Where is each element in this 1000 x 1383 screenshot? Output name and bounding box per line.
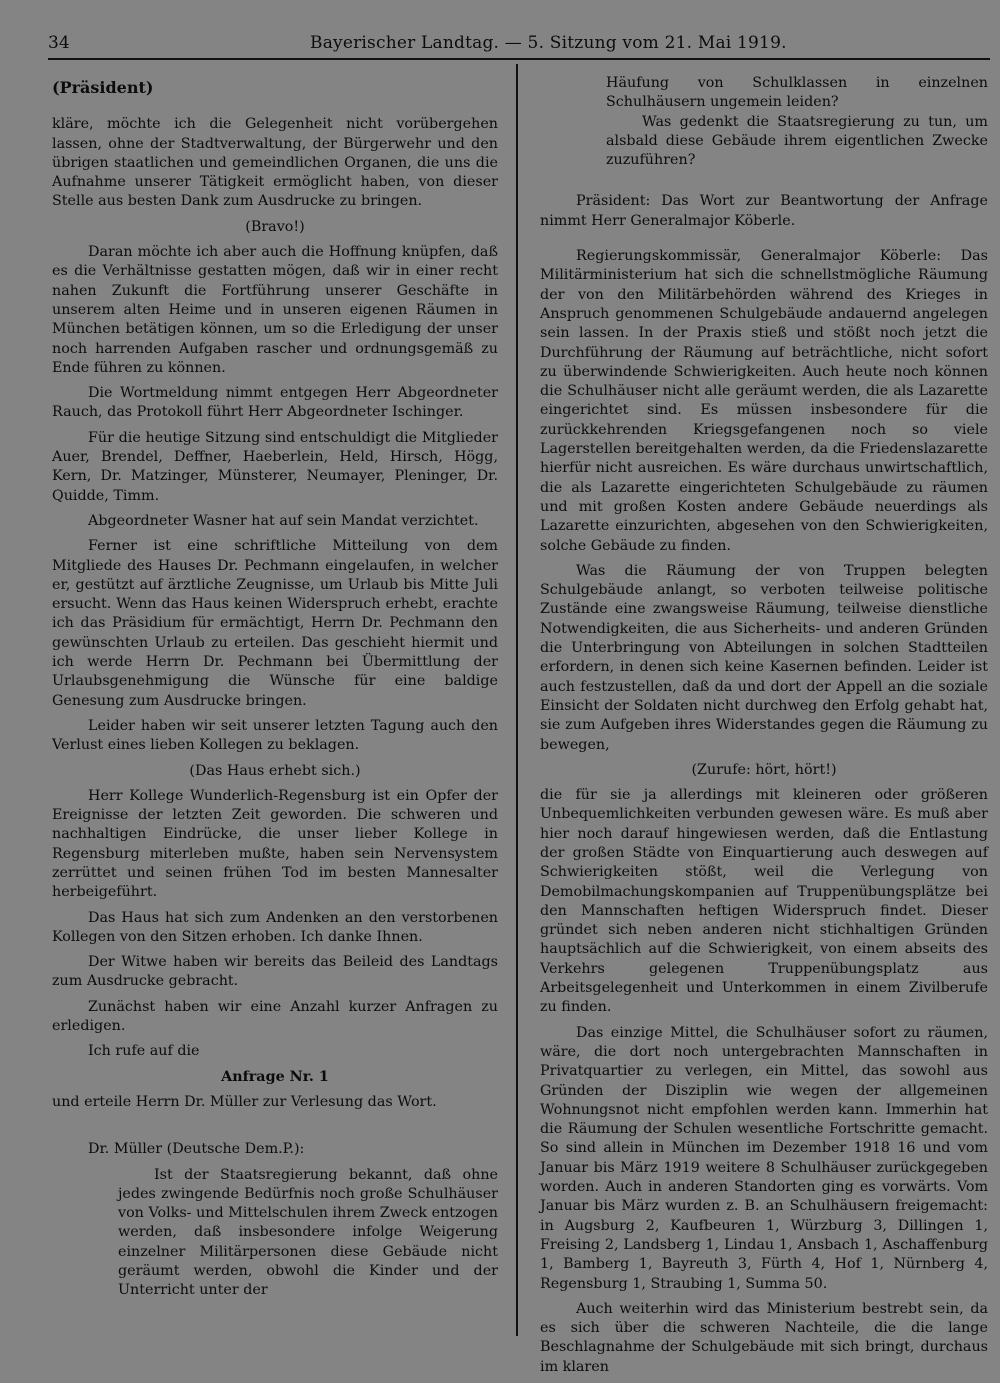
page-header bbox=[48, 32, 988, 54]
paragraph: Ich rufe auf die bbox=[88, 1043, 200, 1060]
paragraph: Die Wortmeldung nimmt entgegen Herr Abgeordneter Rauch, das Protokoll führt Herr Abgeordneter Ischinger. bbox=[52, 385, 498, 421]
paragraph: Das Haus hat sich zum Andenken an den verstorbenen Kollegen von den Sitzen erhoben. Ich danke Ihnen. bbox=[52, 909, 498, 945]
paragraph: Herr Kollege Wunderlich-Regensburg ist ein Opfer der Ereignisse der letzten Zeit geworden. Die schweren und nachhaltigen Eindrücke, die unser lieber Kollege in Regensburg miterleben mußte, haben sein Nervensystem zerrüttet und seinen frühen Tod im besten Mannesalter herbeigeführt. bbox=[52, 787, 498, 901]
anfrage-heading: Anfrage Nr. 1 bbox=[221, 1068, 329, 1085]
paragraph: Der Witwe haben wir bereits das Beileid des Landtags zum Ausdrucke gebracht. bbox=[52, 954, 498, 990]
paragraph: Auch weiterhin wird das Ministerium bestrebt sein, da es sich über die schweren Nachteile, die die lange Beschlagnahme der Schulgebäude mit sich bringt, durchaus im klaren bbox=[540, 1300, 988, 1375]
paragraph: Regierungskommissär, Generalmajor Köberle: Das Militärministerium hat sich die schnellstmögliche Räumung der von den Militärbehörden während des Krieges in Anspruch genommenen Schulgebäude andauernd angelegen sein lassen. In der Praxis stieß und stößt noch jetzt die Durchführung der Räumung auf beträchtliche, nicht sofort zu überwindende Schwierigkeiten. Auch heute noch können die Schulhäuser nicht alle geräumt werden, die als Lazarette eingerichtet sind. Es müssen insbesondere für die zurückkehrenden Kriegsgefangenen noch so viele Lagerstellen bereitgehalten werden, da die Friedenslazarette hierfür nicht ausreichen. Es wäre durchaus unwirtschaftlich, die als Lazarette eingerichteten Schulgebäude zu räumen und mit großen Kosten andere Gebäude neuerdings als Lazarette einzurichten, abgesehen von den Schwierigkeiten, solche Gebäude zu finden. bbox=[540, 248, 988, 554]
question-text: Was gedenkt die Staatsregierung zu tun, um alsbald diese Gebäude ihrem eigentlichen Zwecke zuzuführen? bbox=[606, 113, 988, 169]
question-text: Häufung von Schulklassen in einzelnen Schulhäusern ungemein leiden? bbox=[606, 75, 988, 111]
header-rule bbox=[48, 58, 990, 60]
paragraph: Zunächst haben wir eine Anzahl kurzer Anfragen zu erledigen. bbox=[52, 998, 498, 1035]
paragraph: Daran möchte ich aber auch die Hoffnung knüpfen, daß es die Verhältnisse gestatten mögen, daß wir in einer recht nahen Zukunft die Fortführung unserer Geschäfte in unserem alten Heime und in unseren eigenen Räumen in München betätigen können, um so die Erledigung der unser noch harrenden Aufgaben rascher und ordnungsgemäß zu Ende führen zu können. bbox=[52, 244, 498, 376]
column-divider bbox=[516, 64, 518, 1336]
paragraph: und erteile Herrn Dr. Müller zur Verlesung das Wort. bbox=[52, 1093, 437, 1110]
paragraph: Präsident: Das Wort zur Beantwortung der Anfrage nimmt Herr Generalmajor Köberle. bbox=[540, 193, 988, 229]
paragraph: Für die heutige Sitzung sind entschuldigt die Mitglieder Auer, Brendel, Deffner, Haeberlein, Held, Hirsch, Högg, Kern, Dr. Matzinger, Münsterer, Neumayer, Pleninger, Dr. Quidde, Timm. bbox=[52, 429, 498, 504]
question-text: Ist der Staatsregierung bekannt, daß ohne jedes zwingende Bedürfnis noch große Schulhäuser von Volks- und Mittelschulen ihrem Zweck entzogen werden, daß insbesondere infolge Weigerung einzelner Militärpersonen diese Gebäude nicht geräumt werden, obwohl die Kinder und der Unterricht unter der bbox=[118, 1166, 498, 1299]
question-block bbox=[52, 1166, 498, 1301]
paragraph: die für sie ja allerdings mit kleineren oder größeren Unbequemlichkeiten verbunden gewesen wäre. Es muß aber hier noch darauf hingewiesen werden, daß die Entlastung der großen Städte von Einquartierung auch deswegen auf Schwierigkeiten stößt, weil die Verlegung von Demobilmachungskompanien auf Truppenübungsplätze bei den Mannschaften heftigen Widerspruch findet. Dieser gründet sich neben anderen nicht stichhaltigen Gründen hauptsächlich auf die Schwierigkeit, von einem abseits des Verkehrs gelegenen Truppenübungsplatz aus Arbeitsgelegenheit und Unterkommen in einem Zivilberufe zu finden. bbox=[540, 787, 988, 1016]
speaker-heading: (Präsident) bbox=[52, 78, 154, 97]
spacer bbox=[540, 170, 988, 192]
question-block-continued bbox=[540, 74, 988, 170]
page-number: 34 bbox=[48, 33, 70, 53]
paragraph: Abgeordneter Wasner hat auf sein Mandat verzichtet. bbox=[88, 512, 479, 529]
paragraph: Leider haben wir seit unserer letzten Tagung auch den Verlust eines lieben Kollegen zu beklagen. bbox=[52, 717, 498, 754]
running-title: Bayerischer Landtag. — 5. Sitzung vom 21. Mai 1919. bbox=[310, 33, 787, 53]
left-column bbox=[52, 74, 498, 1301]
spacer bbox=[52, 1118, 498, 1140]
paragraph: kläre, möchte ich die Gelegenheit nicht vorübergehen lassen, ohne der Stadtverwaltung, der Bürgerwehr und den übrigen staatlichen und gemeindlichen Organen, die uns die Aufnahme unserer Tätigkeit ermöglicht haben, von dieser Stelle aus besten Dank zum Ausdrucke zu bringen. bbox=[52, 116, 498, 210]
paragraph: Ferner ist eine schriftliche Mitteilung von dem Mitgliede des Hauses Dr. Pechmann eingelaufen, in welcher er, gestützt auf ärztliche Zeugnisse, um Urlaub bis Mitte Juli ersucht. Wenn das Haus keinen Widerspruch erhebt, erachte ich das Präsidium für ermächtigt, Herrn Dr. Pechmann den gewünschten Urlaub zu erteilen. Das geschieht hiermit und ich werde Herrn Dr. Pechmann bei Übermittlung der Urlaubsgenehmigung die Wünsche für eine baldige Genesung zum Ausdrucke bringen. bbox=[52, 538, 498, 709]
paragraph: Was die Räumung der von Truppen belegten Schulgebäude anlangt, so verboten teilweise politische Zustände eine zwangsweise Räumung, teilweise dienstliche Notwendigkeiten, die aus Sicherheits- und anderen Gründen die Unterbringung von Abteilungen in solchen Stadtteilen erfordern, in denen sich keine Kasernen befinden. Leider ist auch festzustellen, daß da und dort der Appell an die soziale Einsicht der Soldaten nicht durchweg den Erfolg gehabt hat, sie zum Aufgeben ihres Widerstandes gegen die Räumung zu bewegen, bbox=[540, 562, 988, 753]
speaker-mueller: Dr. Müller (Deutsche Dem.P.): bbox=[88, 1141, 305, 1158]
paragraph: Das einzige Mittel, die Schulhäuser sofort zu räumen, wäre, die dort noch untergebrachten Mannschaften in Privatquartier zu verlegen, ein Mittel, das sowohl aus Gründen der Disziplin wie wegen der allgemeinen Wohnungsnot nicht empfohlen werden kann. Immerhin hat die Räumung der Schulen wesentliche Fortschritte gemacht. So sind allein in München im Dezember 1918 16 und vom Januar bis März 1919 weitere 8 Schulhäuser zurückgegeben worden. Auch in anderen Standorten ging es vorwärts. Vom Januar bis März wurden z. B. an Schulhäusern freigemacht: in Augsburg 2, Kaufbeuren 1, Würzburg 3, Dillingen 1, Freising 2, Landsberg 1, Lindau 1, Ansbach 1, Aschaffenburg 1, Bamberg 1, Bayreuth 3, Fürth 4, Hof 1, Nürnberg 4, Regensburg 1, Straubing 1, Summa 50. bbox=[540, 1024, 988, 1292]
interjection: (Bravo!) bbox=[245, 218, 305, 235]
interjection: (Zurufe: hört, hört!) bbox=[691, 761, 837, 778]
interjection: (Das Haus erhebt sich.) bbox=[189, 762, 361, 779]
right-column bbox=[540, 74, 988, 1383]
spacer bbox=[540, 237, 988, 247]
